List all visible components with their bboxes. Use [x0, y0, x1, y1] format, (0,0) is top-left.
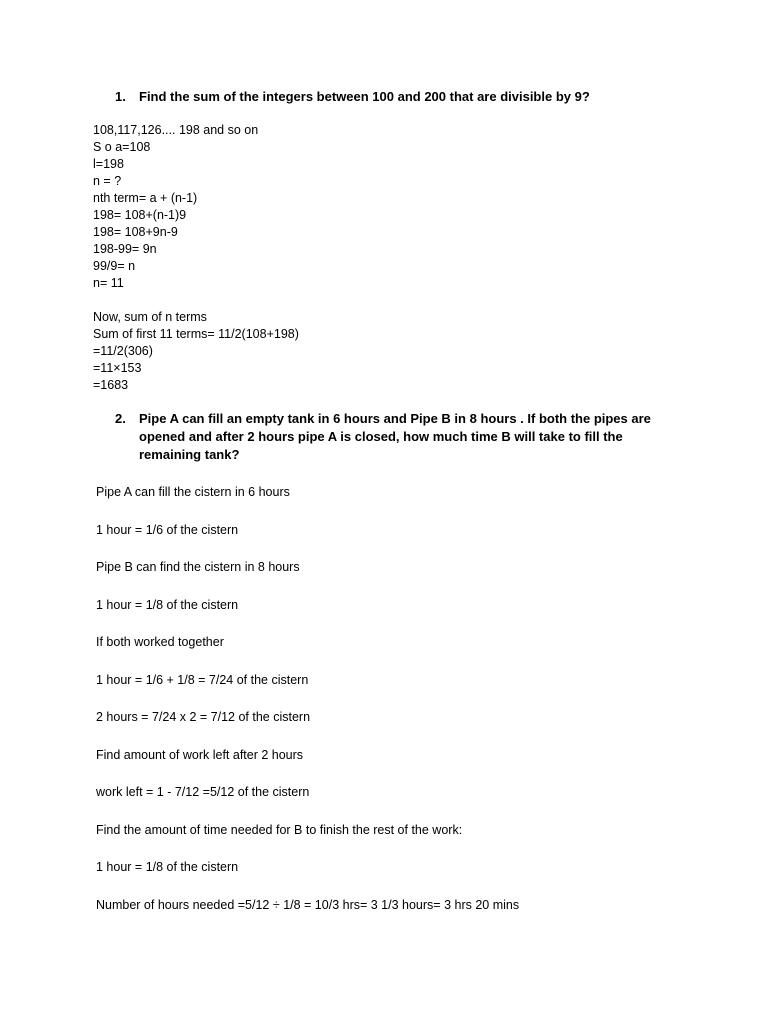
question-2-text: Pipe A can fill an empty tank in 6 hours and Pipe B in 8 hours . If both the pipes are opened and after 2 hours pipe A is closed, how much time B will take to fill the remaining tank? [139, 411, 651, 462]
question-1-number: 1. [115, 89, 126, 104]
solution-2-step: Pipe A can fill the cistern in 6 hours [96, 485, 290, 499]
solution-1-line: nth term= a + (n-1) [93, 191, 198, 205]
solution-2 [96, 484, 519, 934]
solution-2-step: Number of hours needed =5/12 ÷ 1/8 = 10/3 hrs= 3 1/3 hours= 3 hrs 20 mins [96, 897, 520, 912]
solution-2-step: If both worked together [96, 635, 224, 649]
solution-2-step: 1 hour = 1/6 + 1/8 = 7/24 of the cistern [96, 672, 309, 687]
solution-1-line: 198= 108+9n-9 [93, 225, 178, 239]
solution-1-line: =1683 [93, 378, 129, 392]
solution-2-step: 1 hour = 1/8 of the cistern [96, 597, 239, 612]
solution-1-line: 198= 108+(n-1)9 [93, 208, 187, 222]
solution-1-line: 108,117,126.... 198 and so on [93, 123, 259, 137]
solution-1-line: n = ? [93, 174, 122, 188]
solution-1-line: 198-99= 9n [93, 242, 157, 256]
solution-2-step: work left = 1 - 7/12 =5/12 of the cistern [96, 785, 310, 799]
solution-2-step: 1 hour = 1/6 of the cistern [96, 522, 239, 537]
solution-1-line: 99/9= n [93, 259, 136, 273]
solution-1-line: l=198 [93, 157, 124, 171]
solution-1-line: Now, sum of n terms [93, 310, 207, 324]
solution-2-step: Find amount of work left after 2 hours [96, 747, 304, 762]
solution-1-line: n= 11 [93, 276, 124, 290]
solution-2-step: 2 hours = 7/24 x 2 = 7/12 of the cistern [96, 710, 311, 724]
question-1 [115, 88, 675, 106]
solution-1-line: =11/2(306) [93, 344, 153, 358]
paragraph-gap [93, 292, 299, 309]
solution-1-line: Sum of first 11 terms= 11/2(108+198) [93, 327, 299, 341]
solution-2-step: Find the amount of time needed for B to finish the rest of the work: [96, 822, 463, 837]
question-2 [115, 410, 675, 464]
solution-1 [93, 122, 299, 394]
solution-1-line: =11×153 [93, 361, 142, 375]
solution-2-step: 1 hour = 1/8 of the cistern [96, 860, 239, 874]
solution-2-step: Pipe B can find the cistern in 8 hours [96, 560, 300, 574]
question-2-number: 2. [115, 411, 126, 426]
solution-1-line: S o a=108 [93, 140, 151, 154]
question-1-text: Find the sum of the integers between 100 and 200 that are divisible by 9? [139, 89, 590, 104]
